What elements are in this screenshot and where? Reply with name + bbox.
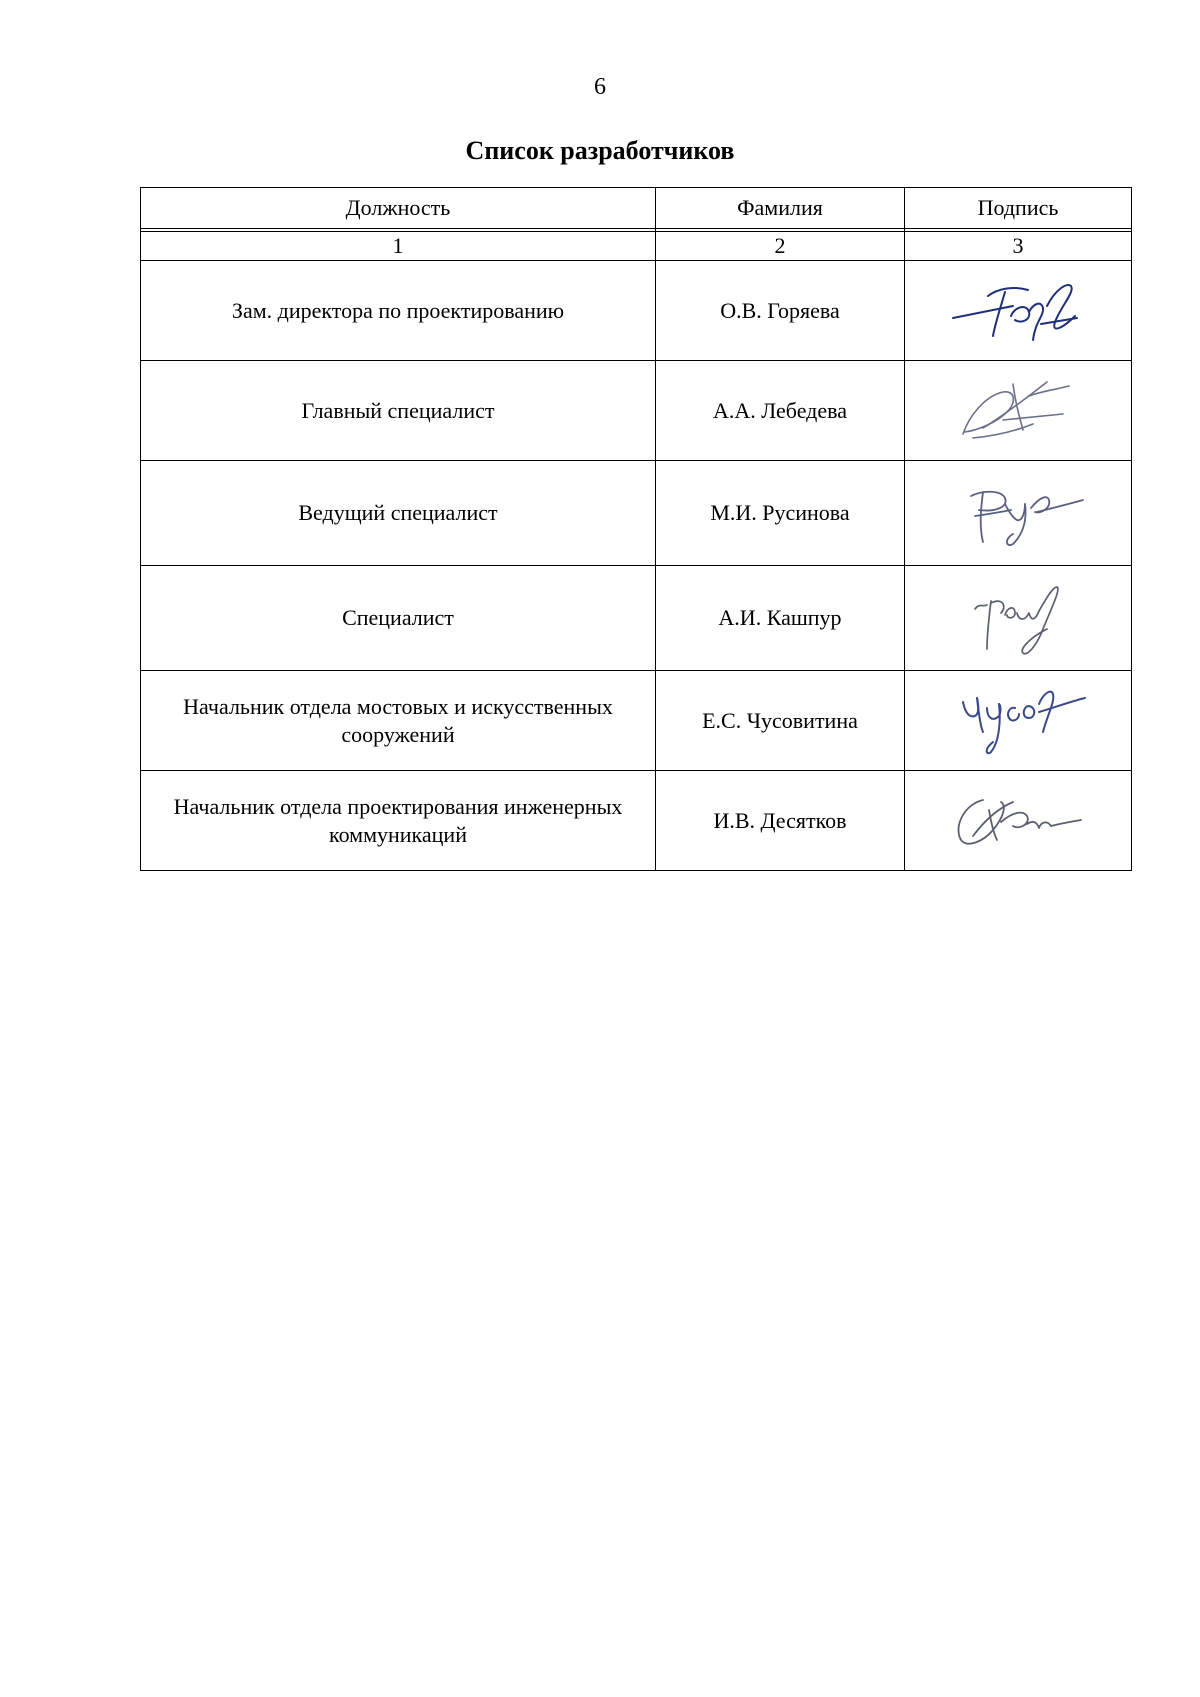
name-cell: М.И. Русинова bbox=[656, 461, 905, 566]
header-name: Фамилия bbox=[656, 188, 905, 229]
header-position: Должность bbox=[141, 188, 656, 229]
signature-cell bbox=[905, 566, 1132, 671]
table-column-numbers-row bbox=[141, 232, 1132, 261]
table-row bbox=[141, 671, 1132, 771]
position-cell: Главный специалист bbox=[141, 361, 656, 461]
signature-desyatkov-icon bbox=[943, 776, 1093, 866]
signature-chusovitina-icon bbox=[943, 676, 1093, 766]
name-cell: И.В. Десятков bbox=[656, 771, 905, 871]
header-signature: Подпись bbox=[905, 188, 1132, 229]
signature-cell bbox=[905, 771, 1132, 871]
position-cell: Начальник отдела проектирования инженерных коммуникаций bbox=[141, 771, 656, 871]
name-cell: А.А. Лебедева bbox=[656, 361, 905, 461]
signature-goryaeva-icon bbox=[943, 266, 1093, 356]
table-header-row bbox=[141, 188, 1132, 229]
position-cell: Ведущий специалист bbox=[141, 461, 656, 566]
table-row bbox=[141, 261, 1132, 361]
table-row bbox=[141, 461, 1132, 566]
signature-kashpur-icon bbox=[943, 573, 1093, 663]
name-cell: А.И. Кашпур bbox=[656, 566, 905, 671]
signature-cell bbox=[905, 671, 1132, 771]
position-cell: Зам. директора по проектированию bbox=[141, 261, 656, 361]
table-row bbox=[141, 771, 1132, 871]
name-cell: Е.С. Чусовитина bbox=[656, 671, 905, 771]
signature-cell bbox=[905, 461, 1132, 566]
column-number: 3 bbox=[905, 232, 1132, 261]
signature-cell bbox=[905, 261, 1132, 361]
column-number: 1 bbox=[141, 232, 656, 261]
developers-table bbox=[140, 187, 1132, 871]
table-row bbox=[141, 566, 1132, 671]
page-title: Список разработчиков bbox=[465, 136, 735, 165]
page-number: 6 bbox=[594, 74, 606, 100]
signature-rusinova-icon bbox=[943, 468, 1093, 558]
position-cell: Начальник отдела мостовых и искусственных сооружений bbox=[141, 671, 656, 771]
signature-lebedeva-icon bbox=[943, 366, 1093, 456]
name-cell: О.В. Горяева bbox=[656, 261, 905, 361]
column-number: 2 bbox=[656, 232, 905, 261]
table-row bbox=[141, 361, 1132, 461]
position-cell: Специалист bbox=[141, 566, 656, 671]
signature-cell bbox=[905, 361, 1132, 461]
